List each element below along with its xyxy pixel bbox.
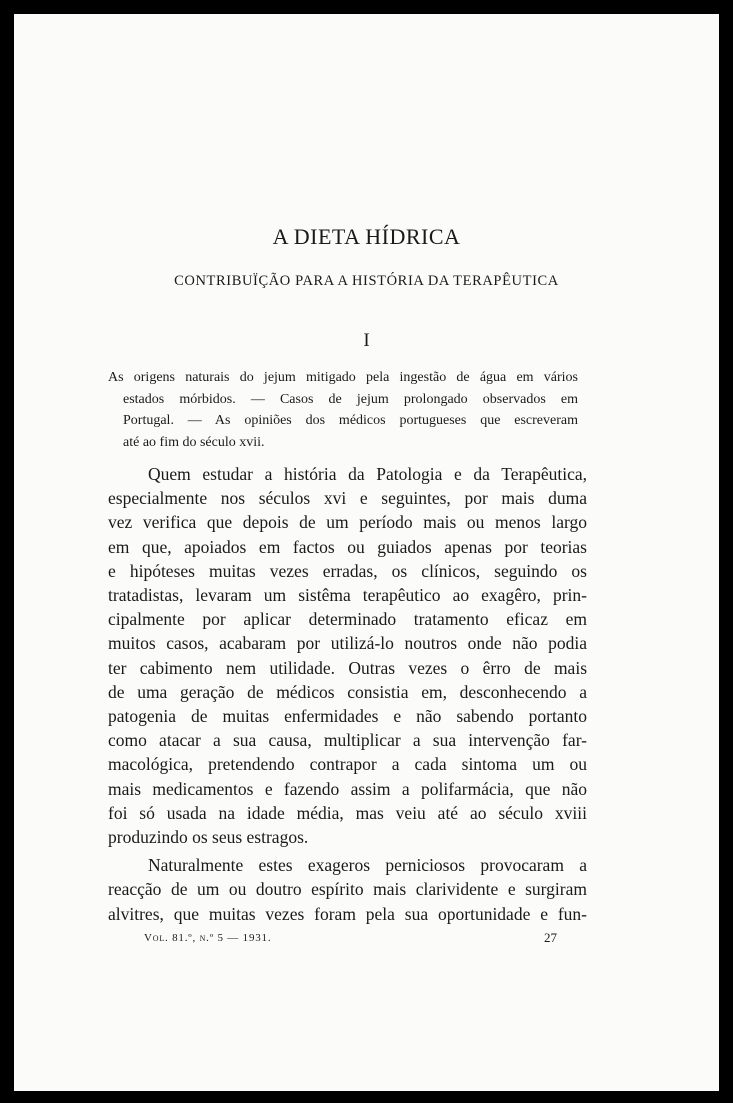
body-line: Naturalmente estes exageros perniciosos provocaram a	[148, 855, 587, 876]
body-line: ter cabimento nem utilidade. Outras vezes o êrro de mais	[108, 657, 587, 678]
body-line: alvitres, que muitas vezes foram pela sua oportunidade e fun-	[108, 903, 587, 924]
body-line: de uma geração de médicos consistia em, desconhecendo a	[108, 681, 587, 702]
body-line: vez verifica que depois de um período mais ou menos largo	[108, 512, 587, 533]
body-line: mais medicamentos e fazendo assim a polifarmácia, que não	[108, 778, 587, 799]
section-summary	[108, 367, 578, 453]
summary-line: As origens naturais do jejum mitigado pela ingestão de água em vários	[108, 370, 578, 385]
summary-line: Portugal. — As opiniões dos médicos portugueses que escreveram	[123, 413, 578, 428]
summary-line: estados mórbidos. — Casos de jejum prolongado observados em	[123, 391, 578, 407]
article-subtitle: CONTRIBUÏÇÃO PARA A HISTÓRIA DA TERAPÊUTICA	[174, 273, 559, 289]
body-line: macológica, pretendendo contrapor a cada sintoma um ou	[108, 754, 587, 775]
body-line: produzindo os seus estragos.	[108, 827, 309, 848]
body-line: e hipóteses muitas vezes erradas, os clínicos, seguindo os	[108, 560, 587, 581]
article-body	[108, 462, 587, 926]
article-title: A DIETA HÍDRICA	[272, 224, 461, 249]
body-line: reacção de um ou doutro espírito mais clarividente e surgiram	[108, 879, 587, 900]
body-line: foi só usada na idade média, mas veiu até ao século xviii	[108, 802, 587, 823]
body-line: tratadistas, levaram um sistêma terapêutico ao exagêro, prin-	[108, 585, 587, 606]
page-number: 27	[544, 930, 557, 945]
body-line: em que, apoiados em factos ou guiados apenas por teorias	[108, 536, 587, 557]
body-line: como atacar a sua causa, multiplicar a sua intervenção far-	[108, 730, 587, 751]
volume-info: Vol. 81.º, n.º 5 — 1931.	[144, 932, 272, 944]
document-page	[14, 14, 719, 1091]
body-line: Quem estudar a história da Patologia e da Terapêutica,	[148, 464, 587, 484]
body-line: muitos casos, acabaram por utilizá-lo noutros onde não podia	[108, 633, 587, 654]
body-line: cipalmente por aplicar determinado tratamento eficaz em	[108, 609, 587, 630]
section-number: I	[363, 330, 370, 351]
summary-line: até ao fim do século xvii.	[123, 434, 265, 450]
body-line: patogenia de muitas enfermidades e não sabendo portanto	[108, 706, 587, 727]
body-line: especialmente nos séculos xvi e seguintes, por mais duma	[108, 488, 587, 509]
